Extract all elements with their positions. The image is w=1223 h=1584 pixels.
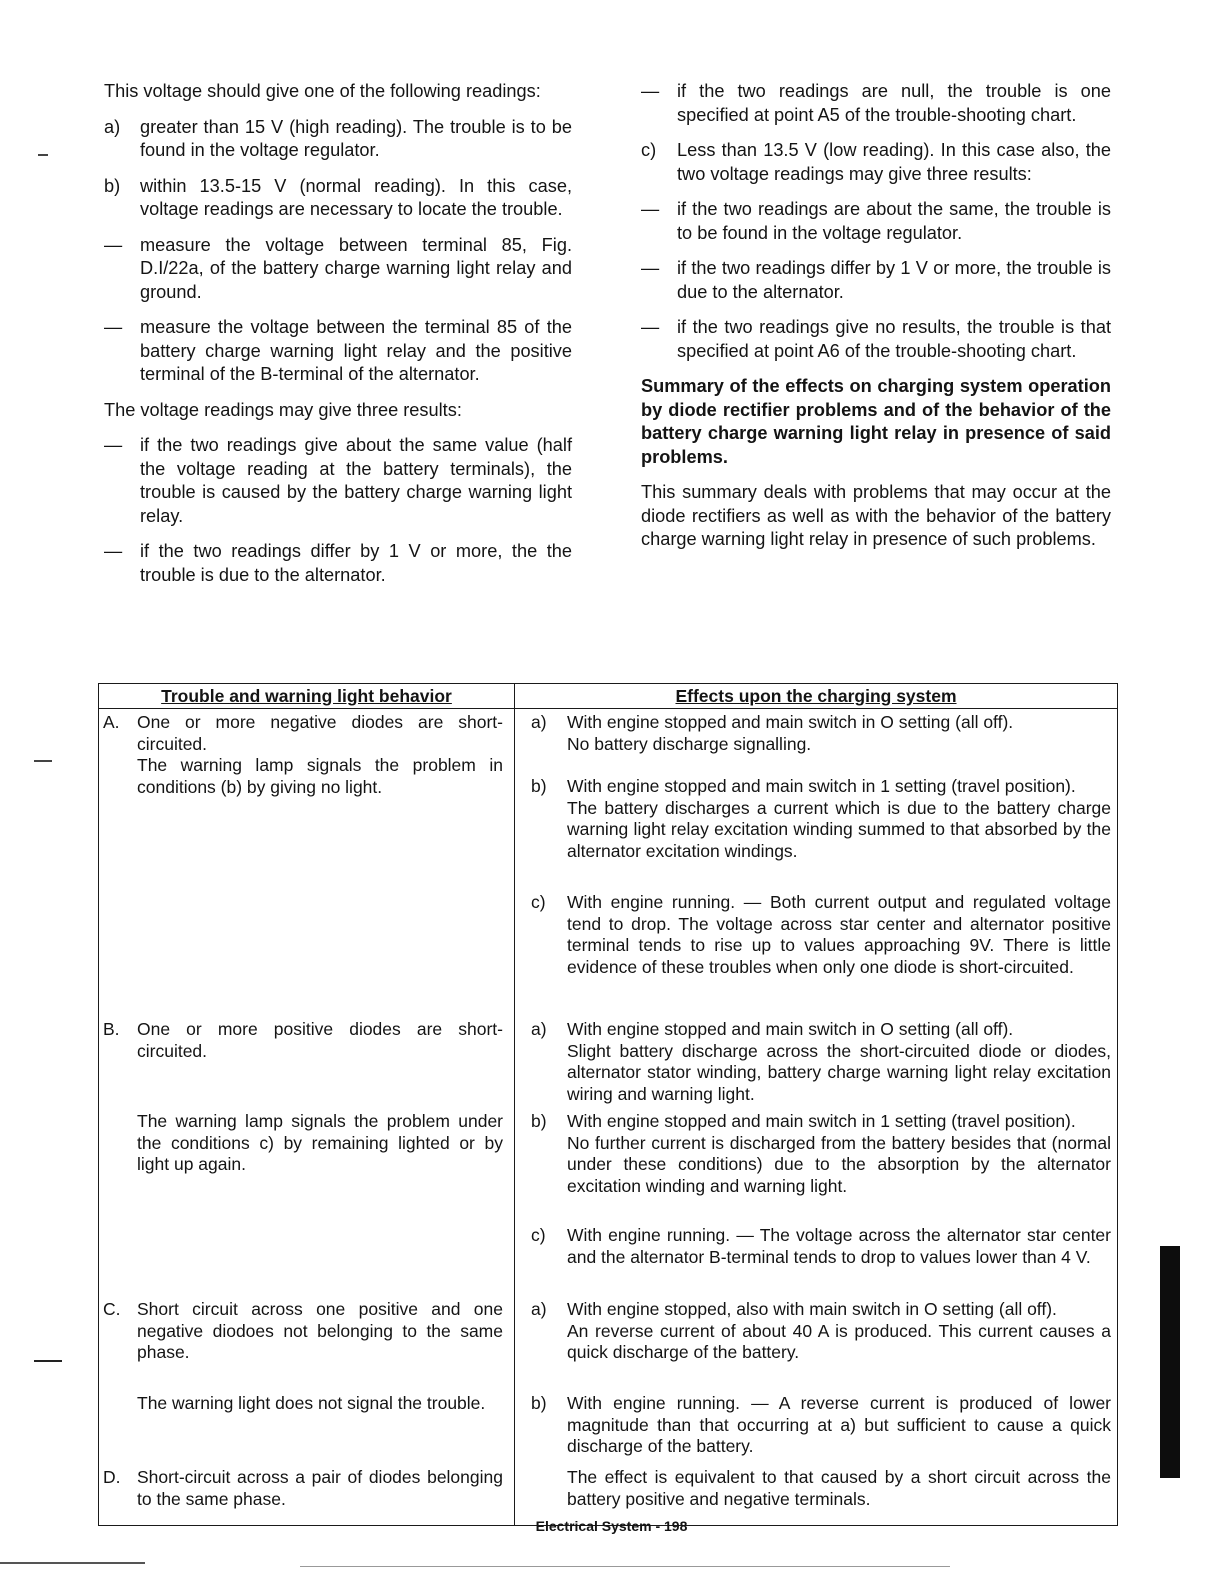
effect-description: Slight battery discharge across the short-circuited diode or diodes, alternator stator winding, battery charge warning light relay excitation wiring and warning light. [567, 1040, 1111, 1104]
effect-a-c [531, 892, 1111, 978]
summary-heading: Summary of the effects on charging system operation by diode rectifier problems and of the behavior of the battery charge warning light relay in presence of said problems. [641, 376, 1111, 467]
effect-marker: b) [531, 1393, 547, 1413]
effect-description: The battery discharges a current which is due to the battery charge warning light relay excitation winding summed to that absorbed by the alternator excitation windings. [567, 797, 1111, 861]
right-column [641, 80, 1111, 564]
dash-item [104, 434, 572, 528]
header-effects: Effects upon the charging system [675, 686, 957, 706]
summary-text: This summary deals with problems that may occur at the diode rectifiers as well as with the behavior of the battery charge warning light relay in presence of such problems. [641, 482, 1111, 549]
dash-marker: — [104, 435, 123, 455]
effect-description: With engine running. — The voltage across the alternator star center and the alternator B-terminal tends to drop to values lower than 4 V. [567, 1225, 1111, 1267]
trouble-row-c-warning [103, 1393, 503, 1415]
effect-c-a [531, 1299, 1111, 1364]
bottom-rule [300, 1566, 950, 1567]
effect-condition: With engine stopped and main switch in O setting (all off). [567, 1019, 1014, 1039]
header-trouble: Trouble and warning light behavior [99, 684, 515, 708]
results-intro: The voltage readings may give three results: [104, 399, 462, 420]
list-marker: b) [104, 175, 121, 196]
effect-marker: a) [531, 712, 547, 732]
effect-b-c [531, 1225, 1111, 1268]
row-marker: A. [103, 712, 120, 732]
effect-marker: a) [531, 1299, 547, 1319]
dash-item [641, 257, 1111, 304]
effect-description: No further current is discharged from the battery besides that (normal under these conditions) due to the absorption by the alternator excitation winding and warning light. [567, 1132, 1111, 1196]
list-item-a [104, 116, 572, 163]
effect-condition: With engine stopped and main switch in 1 setting (travel position). [567, 1111, 1076, 1131]
list-item-c [641, 139, 1111, 186]
table-header [99, 684, 1117, 709]
effect-marker: c) [531, 892, 546, 912]
dash-marker: — [641, 317, 660, 337]
effect-marker: a) [531, 1019, 547, 1039]
effect-description: With engine running. — Both current output and regulated voltage tend to drop. The voltage across star center and alternator positive terminal tends to rise up to values approaching 9V. There is little evidence of these troubles when only one diode is short-circuited. [567, 892, 1111, 977]
warning-text: The warning lamp signals the problem in conditions (b) by giving no light. [137, 755, 503, 797]
list-text: if the two readings are about the same, the trouble is to be found in the voltage regulator. [677, 199, 1111, 243]
trouble-column [99, 709, 515, 1525]
warning-text: The warning light does not signal the trouble. [137, 1393, 486, 1413]
effect-marker: b) [531, 776, 547, 796]
effect-marker: b) [531, 1111, 547, 1131]
table-body [99, 709, 1117, 1525]
margin-mark [34, 1360, 62, 1362]
effect-c-b [531, 1393, 1111, 1458]
effect-b-a [531, 1019, 1111, 1105]
effect-b-b [531, 1111, 1111, 1197]
list-text: greater than 15 V (high reading). The trouble is to be found in the voltage regulator. [140, 116, 572, 160]
dash-marker: — [104, 541, 123, 561]
dash-marker: — [104, 234, 123, 255]
dash-marker: — [641, 199, 660, 219]
trouble-text: One or more negative diodes are short-circuited. [137, 712, 503, 754]
dash-item [104, 316, 572, 387]
trouble-row-c [103, 1299, 503, 1364]
effect-a-a [531, 712, 1111, 755]
section-tab-marker [1160, 1246, 1180, 1478]
effect-condition: With engine stopped and main switch in O setting (all off). [567, 712, 1014, 732]
effects-column [515, 709, 1117, 1525]
warning-text: The warning lamp signals the problem under the conditions c) by remaining lighted or by light up again. [137, 1111, 503, 1174]
effect-condition: With engine stopped, also with main switch in O setting (all off). [567, 1299, 1057, 1319]
left-column [104, 80, 572, 599]
dash-marker: — [641, 81, 660, 101]
list-text: if the two readings differ by 1 V or more, the the trouble is due to the alternator. [140, 541, 572, 585]
dash-item [641, 316, 1111, 363]
dash-item [641, 198, 1111, 245]
dash-item [641, 80, 1111, 127]
list-item-b [104, 175, 572, 222]
bottom-rule [0, 1562, 145, 1564]
margin-mark [34, 760, 52, 762]
list-text: if the two readings give no results, the trouble is that specified at point A6 of the trouble-shooting chart. [677, 317, 1111, 361]
trouble-row-d [103, 1467, 503, 1510]
intro-paragraph: This voltage should give one of the following readings: [104, 81, 541, 101]
diode-trouble-table [98, 683, 1118, 1526]
effect-description: The effect is equivalent to that caused by a short circuit across the battery positive and negative terminals. [567, 1467, 1111, 1509]
page-footer: Electrical System - 198 [535, 1518, 688, 1534]
trouble-text: One or more positive diodes are short-circuited. [137, 1019, 503, 1061]
effect-a-b [531, 776, 1111, 862]
effect-description: No battery discharge signalling. [567, 733, 812, 754]
dash-item [104, 234, 572, 305]
effect-description: An reverse current of about 40 A is produced. This current causes a quick discharge of the battery. [567, 1320, 1111, 1362]
list-text: Less than 13.5 V (low reading). In this case also, the two voltage readings may give three results: [677, 140, 1111, 184]
trouble-text: Short circuit across one positive and one negative diodoes not belonging to the same phase. [137, 1299, 503, 1362]
effect-marker: c) [531, 1225, 546, 1245]
list-text: measure the voltage between the terminal 85 of the battery charge warning light relay and the positive terminal of the B-terminal of the alternator. [140, 317, 572, 384]
list-text: if the two readings differ by 1 V or more, the trouble is due to the alternator. [677, 258, 1111, 302]
list-marker: a) [104, 116, 121, 137]
row-marker: B. [103, 1019, 120, 1039]
row-marker: C. [103, 1299, 121, 1319]
trouble-row-b [103, 1019, 503, 1062]
list-text: within 13.5-15 V (normal reading). In this case, voltage readings are necessary to locate the trouble. [140, 175, 572, 219]
list-text: if the two readings are null, the trouble is one specified at point A5 of the trouble-shooting chart. [677, 81, 1111, 125]
trouble-row-a [103, 712, 503, 798]
effect-condition: With engine stopped and main switch in 1 setting (travel position). [567, 776, 1076, 796]
row-marker: D. [103, 1467, 121, 1487]
effect-description: With engine running. — A reverse current is produced of lower magnitude than that occurring at a) but sufficient to cause a quick discharge of the battery. [567, 1393, 1111, 1456]
dash-item [104, 540, 572, 587]
dash-marker: — [104, 317, 123, 337]
list-text: measure the voltage between terminal 85, Fig. D.I/22a, of the battery charge warning light relay and ground. [140, 234, 572, 302]
effect-d [531, 1467, 1111, 1510]
dash-marker: — [641, 258, 660, 278]
margin-mark [38, 154, 48, 156]
trouble-text: Short-circuit across a pair of diodes belonging to the same phase. [137, 1467, 503, 1509]
list-text: if the two readings give about the same value (half the voltage reading at the battery terminals), the trouble is caused by the battery charge warning light relay. [140, 435, 572, 526]
list-marker: c) [641, 140, 657, 160]
trouble-row-b-warning [103, 1111, 503, 1176]
